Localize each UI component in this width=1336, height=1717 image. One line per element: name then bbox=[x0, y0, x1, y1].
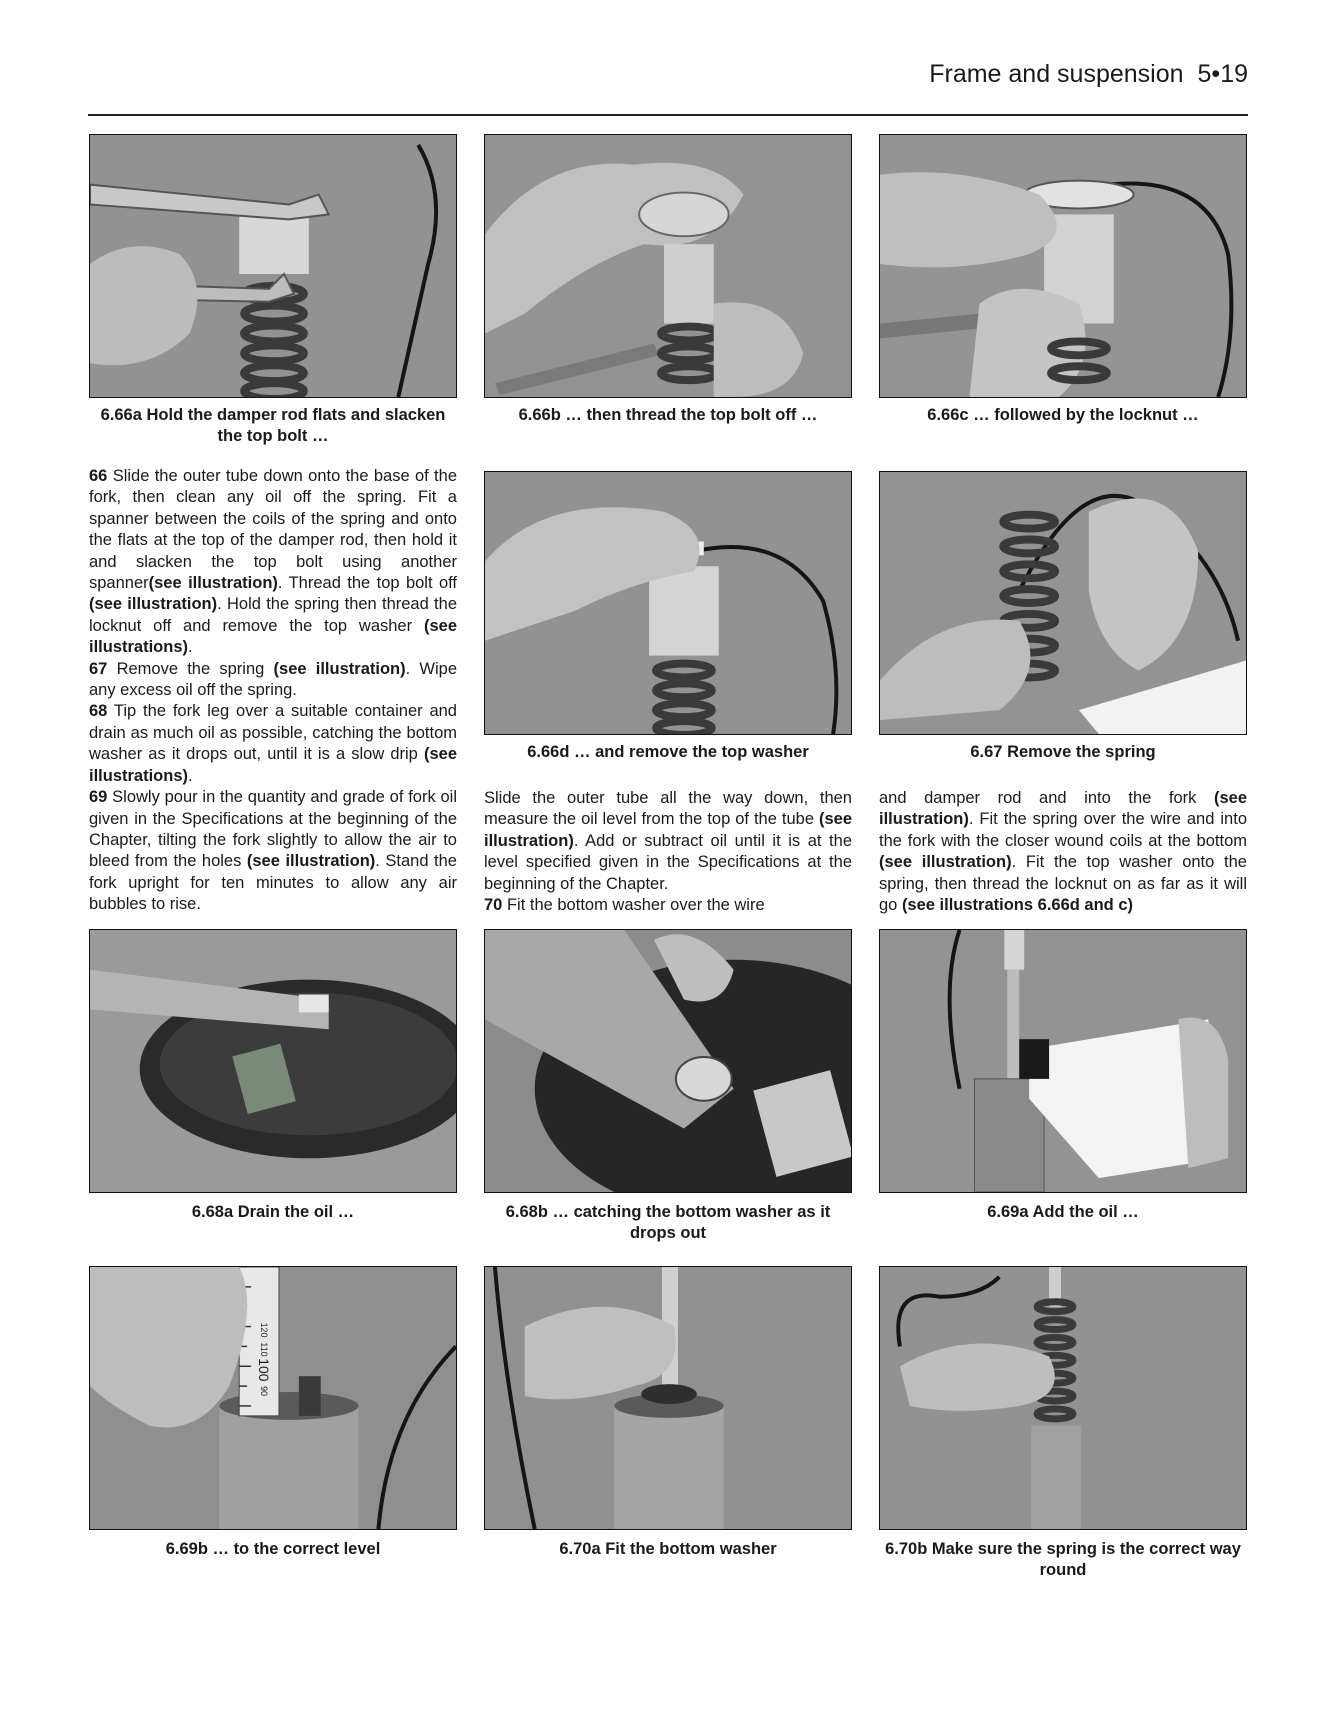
photo-6-66a bbox=[89, 134, 457, 398]
paragraph-69: 69 Slowly pour in the quantity and grade of fork oil given in the Specifications at the beginning of the Chapter, tilting the fork slightly to allow the air to bleed from the holes (see illustration). Stand the fork upright for ten minutes to allow any air bubbles to rise. bbox=[89, 788, 457, 914]
step-number: 66 bbox=[89, 467, 108, 485]
photo-6-70b bbox=[879, 1266, 1247, 1530]
photo-6-68b bbox=[484, 929, 852, 1193]
caption-6-68b: 6.68b … catching the bottom washer as it drops out bbox=[505, 1203, 831, 1242]
photo-6-67 bbox=[879, 471, 1247, 735]
paragraph-70-continued: and damper rod and into the fork (see illustration). Fit the spring over the wire and into the fork with the closer wound coils at the bottom (see illustration). Fit the top washer onto the spring, then thread the locknut on as far as it will go (see illustrations 6.66d and c) bbox=[879, 789, 1247, 915]
page-header bbox=[88, 52, 1248, 116]
step-number: 68 bbox=[89, 702, 108, 721]
ruler-label-120: 120 bbox=[259, 1322, 270, 1338]
photo-6-70a bbox=[484, 1266, 852, 1530]
step-number: 69 bbox=[89, 788, 108, 807]
caption-6-70b: 6.70b Make sure the spring is the correct way round bbox=[885, 1540, 1241, 1579]
caption-6-69b: 6.69b … to the correct level bbox=[165, 1540, 381, 1558]
photo-6-66c bbox=[879, 134, 1247, 398]
paragraph-69-continued: Slide the outer tube all the way down, then measure the oil level from the top of the tube (see illustration). Add or subtract oil until it is at the level specified given in the Specifications at the beginning of the Chapter. bbox=[484, 789, 852, 893]
photo-6-68a bbox=[89, 929, 457, 1193]
caption-6-69a: 6.69a Add the oil … bbox=[987, 1203, 1139, 1221]
text-column-right bbox=[879, 788, 1247, 916]
caption-6-66a: 6.66a Hold the damper rod flats and slacken the top bolt … bbox=[100, 406, 446, 445]
paragraph-67: 67 Remove the spring (see illustration). Wipe any excess oil off the spring. bbox=[89, 659, 457, 700]
text-column-left bbox=[89, 466, 457, 916]
caption-6-66c: 6.66c … followed by the locknut … bbox=[927, 406, 1199, 424]
step-number: 70 bbox=[484, 896, 503, 915]
photo-6-69b bbox=[89, 1266, 457, 1530]
caption-6-68a: 6.68a Drain the oil … bbox=[191, 1203, 355, 1221]
page-number: 5•19 bbox=[1197, 60, 1248, 88]
paragraph-70: 70 Fit the bottom washer over the wire bbox=[484, 896, 765, 915]
header-text bbox=[929, 60, 1248, 89]
photo-6-69a bbox=[879, 929, 1247, 1193]
text-column-middle bbox=[484, 788, 852, 916]
paragraph-68: 68 Tip the fork leg over a suitable container and drain as much oil as possible, catching the bottom washer as it drops out, until it is a slow drip (see illustrations). bbox=[89, 702, 457, 785]
caption-6-66b: 6.66b … then thread the top bolt off … bbox=[518, 406, 818, 424]
section-title: Frame and suspension bbox=[929, 60, 1184, 88]
photo-6-66b bbox=[484, 134, 852, 398]
caption-6-66d: 6.66d … and remove the top washer bbox=[527, 743, 809, 761]
ruler-label-100: 100 bbox=[256, 1358, 273, 1382]
ruler-label-90: 90 bbox=[259, 1386, 270, 1397]
photo-6-66d bbox=[484, 471, 852, 735]
ruler-label-110: 110 bbox=[259, 1342, 270, 1357]
caption-6-67: 6.67 Remove the spring bbox=[970, 743, 1156, 761]
caption-6-70a: 6.70a Fit the bottom washer bbox=[559, 1540, 777, 1558]
step-number: 67 bbox=[89, 659, 108, 678]
paragraph-66: 66 Slide the outer tube down onto the base of the fork, then clean any oil off the spring. Fit a spanner between the coils of the spring and onto the flats at the top of the damper rod, then hold it and slacken the top bolt using another spanner(see illustration). Thread the top bolt off (see illustration). Hold the spring then thread the locknut off and remove the top washer (see illustrations). bbox=[89, 467, 457, 657]
